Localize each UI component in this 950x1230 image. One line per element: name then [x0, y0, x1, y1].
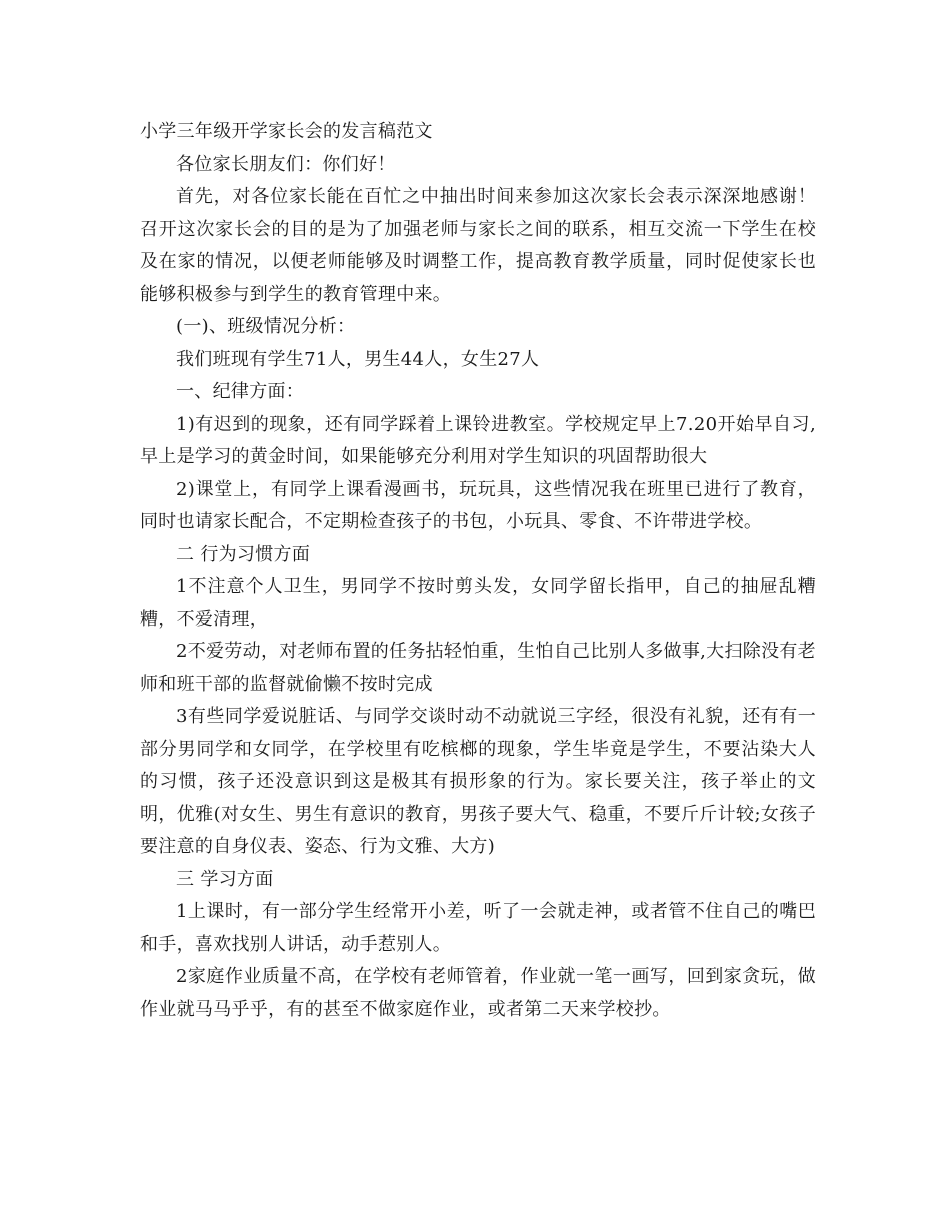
- paragraph-greeting: 各位家长朋友们：你们好！: [176, 153, 396, 175]
- paragraph-study-2: 2家庭作业质量不高，在学校有老师管着，作业就一笔一画写，回到家贪玩，做作业就马马乎乎，有的甚至不做家庭作业，或者第二天来学校抄。: [140, 966, 816, 1020]
- paragraph-study-1: 1上课时，有一部分学生经常开小差，听了一会就走神，或者管不住自己的嘴巴和手，喜欢找别人讲话，动手惹别人。: [140, 901, 816, 955]
- section-heading-behavior: 二 行为习惯方面: [176, 543, 311, 565]
- document-body: [140, 116, 816, 1026]
- paragraph-behavior-3: 3有些同学爱说脏话、与同学交谈时动不动就说三字经，很没有礼貌，还有有一部分男同学和女同学，在学校里有吃槟榔的现象，学生毕竟是学生，不要沾染大人的习惯，孩子还没意识到这是极其有损形象的行为。家长要关注，孩子举止的文明，优雅(对女生、男生有意识的教育，男孩子要大气、稳重，不要斤斤计较;女孩子要注意的自身仪表、姿态、行为文雅、大方): [140, 706, 816, 857]
- section-heading-class-analysis: (一)、班级情况分析：: [176, 316, 356, 337]
- section-heading-discipline: 一、纪律方面：: [176, 381, 305, 402]
- paragraph-behavior-1: 1不注意个人卫生，男同学不按时剪头发，女同学留长指甲，自己的抽屉乱糟糟，不爱清理，: [140, 576, 816, 630]
- paragraph-behavior-2: 2不爱劳动，对老师布置的任务拈轻怕重，生怕自己比别人多做事,大扫除没有老师和班干部的监督就偷懒不按时完成: [140, 641, 816, 695]
- paragraph-introduction: 首先，对各位家长能在百忙之中抽出时间来参加这次家长会表示深深地感谢！召开这次家长会的目的是为了加强老师与家长之间的联系，相互交流一下学生在校及在家的情况，以便老师能够及时调整工作，提高教育教学质量，同时促使家长也能够积极参与到学生的教育管理中来。: [140, 186, 816, 305]
- paragraph-student-count: 我们班现有学生71人，男生44人，女生27人: [176, 348, 540, 370]
- section-heading-study: 三 学习方面: [176, 868, 274, 890]
- paragraph-discipline-2: 2)课堂上，有同学上课看漫画书，玩玩具，这些情况我在班里已进行了教育，同时也请家长配合，不定期检查孩子的书包，小玩具、零食、不许带进学校。: [140, 478, 816, 532]
- document-title: 小学三年级开学家长会的发言稿范文: [140, 121, 433, 142]
- paragraph-discipline-1: 1)有迟到的现象，还有同学踩着上课铃进教室。学校规定早上7.20开始早自习,早上是学习的黄金时间，如果能够充分利用对学生知识的巩固帮助很大: [140, 413, 816, 467]
